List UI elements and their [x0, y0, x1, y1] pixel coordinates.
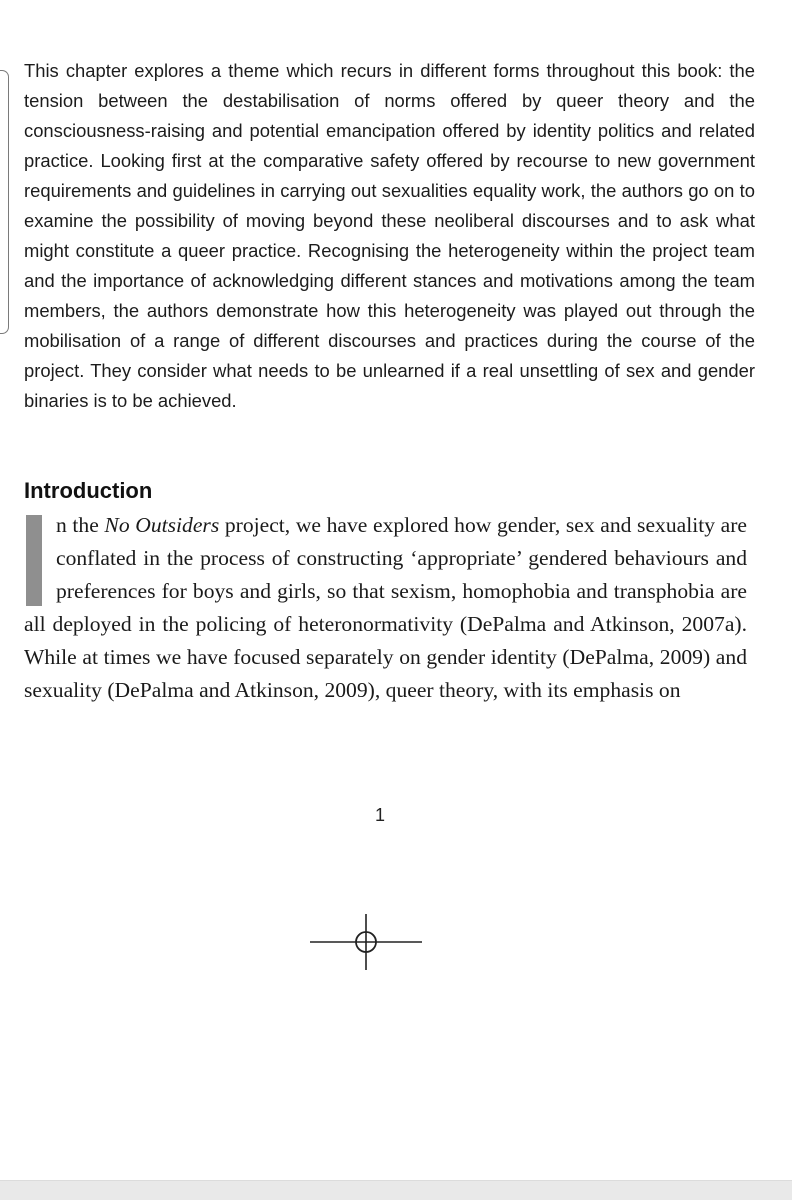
chapter-abstract: This chapter explores a theme which recurs in different forms throughout this book: the tension between the destabilisation of norms offered by queer theory and the consciousness-raising and potential emancipation offered by identity politics and related practice. Looking first at the comparative safety offered by recourse to new government requirements and guidelines in carrying out sexualities equality work, the authors go on to examine the possibility of moving beyond these neoliberal discourses and to ask what might constitute a queer practice. Recognising the heterogeneity within the project team and the importance of acknowledging different stances and motivations among the team members, the authors demonstrate how this heterogeneity was played out through the mobilisation of a range of different discourses and practices during the course of the project. They consider what needs to be unlearned if a real unsettling of sex and gender binaries is to be achieved.: [24, 60, 755, 411]
viewer-bottom-bar: [0, 1180, 792, 1200]
registration-mark-icon: [310, 912, 422, 972]
abstract-margin-bracket: [0, 70, 9, 334]
introduction-paragraph: [24, 509, 747, 707]
introduction-opening: n the: [56, 513, 105, 537]
drop-cap-letter: [26, 515, 42, 606]
section-heading-introduction: Introduction: [24, 478, 153, 503]
page-number: 1: [374, 805, 385, 825]
introduction-text: project, we have explored how gender, sex and sexuality are conflated in the process of constructing ‘appropriate’ gendered behaviours and preferences for boys and girls, so that sexism, homophobia and transphobia are all deployed in the policing of heteronormativity (DePalma and Atkinson, 2007a). While at times we have focused separately on gender identity (DePalma, 2009) and sexuality (DePalma and Atkinson, 2009), queer theory, with its emphasis on: [24, 513, 747, 702]
project-name: No Outsiders: [104, 513, 220, 537]
